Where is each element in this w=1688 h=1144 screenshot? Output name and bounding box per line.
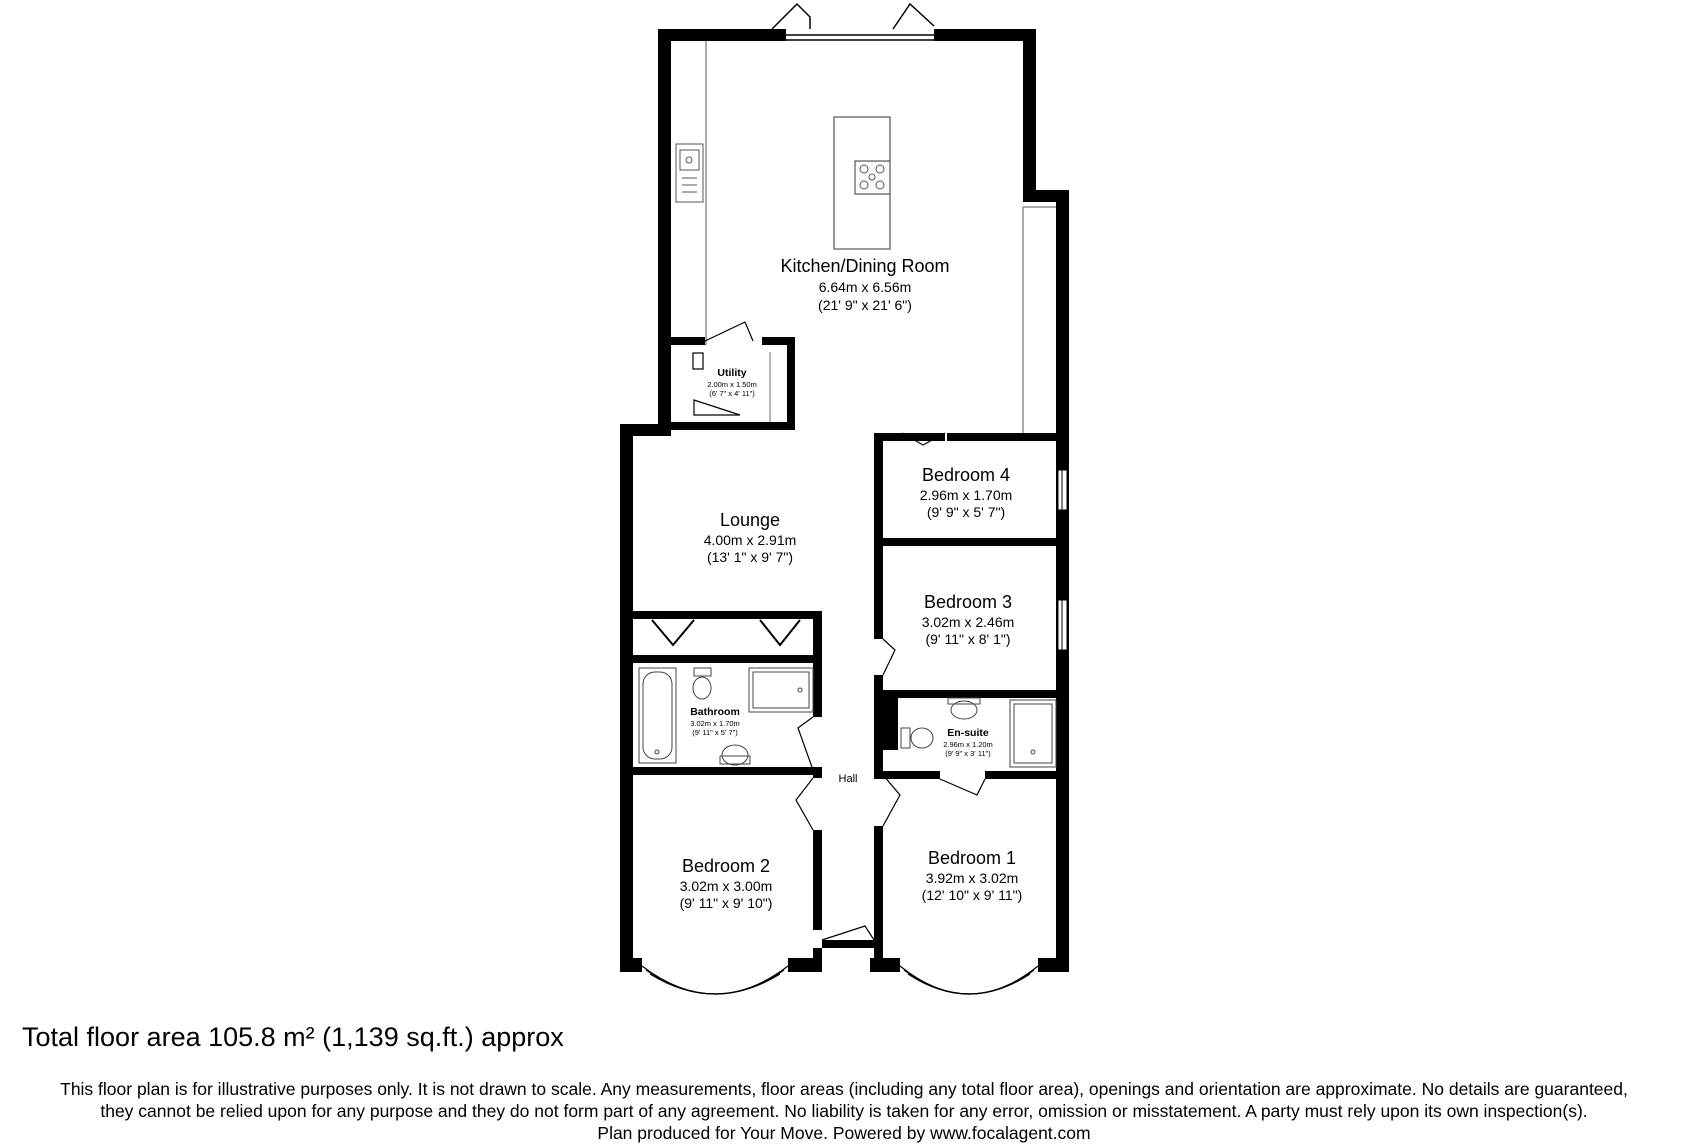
room-name-utility: Utility bbox=[717, 367, 747, 379]
room-imperial-bedroom4: (9' 9" x 5' 7") bbox=[926, 504, 1006, 520]
room-bedroom2 bbox=[680, 856, 773, 911]
room-imperial-kitchen: (21' 9" x 21' 6") bbox=[818, 297, 912, 313]
room-name-hall: Hall bbox=[838, 773, 858, 785]
room-name-bathroom: Bathroom bbox=[690, 706, 740, 718]
room-metric-bathroom: 3.02m x 1.70m bbox=[690, 719, 740, 728]
room-name-bedroom3: Bedroom 3 bbox=[923, 592, 1013, 612]
room-name-bedroom4: Bedroom 4 bbox=[921, 465, 1011, 485]
room-bedroom4 bbox=[920, 465, 1013, 520]
french-doors bbox=[772, 4, 934, 40]
wardrobe-doors bbox=[652, 620, 800, 645]
bay-windows bbox=[642, 966, 1038, 994]
room-name-ensuite: En-suite bbox=[947, 727, 989, 739]
room-name-lounge: Lounge bbox=[719, 510, 781, 530]
room-name-bedroom1: Bedroom 1 bbox=[927, 848, 1017, 868]
room-utility bbox=[707, 367, 757, 398]
room-metric-lounge: 4.00m x 2.91m bbox=[703, 532, 797, 548]
bathroom-door bbox=[798, 717, 813, 770]
room-metric-ensuite: 2.96m x 1.20m bbox=[943, 740, 993, 749]
room-imperial-utility: (6' 7" x 4' 11") bbox=[709, 389, 755, 398]
disclaimer-line-1: This floor plan is for illustrative purposes only. It is not drawn to scale. Any measurements, floor areas (including any total floor area), openings and orientation are approximate. No details are guaranteed, bbox=[60, 1079, 1628, 1099]
room-imperial-ensuite: (9' 9" x 3' 11") bbox=[945, 749, 991, 758]
room-lounge bbox=[704, 510, 797, 565]
room-metric-kitchen: 6.64m x 6.56m bbox=[818, 279, 912, 295]
room-imperial-bedroom2: (9' 11" x 9' 10") bbox=[679, 895, 773, 911]
room-metric-bedroom3: 3.02m x 2.46m bbox=[921, 614, 1015, 630]
room-ensuite bbox=[943, 727, 993, 758]
room-name-bedroom2: Bedroom 2 bbox=[681, 856, 771, 876]
room-bedroom1 bbox=[922, 848, 1023, 903]
room-metric-bedroom1: 3.92m x 3.02m bbox=[925, 870, 1019, 886]
kitchen-sink bbox=[676, 144, 703, 202]
room-hall bbox=[839, 773, 858, 785]
kitchen-fittings bbox=[706, 41, 1056, 436]
room-bathroom bbox=[690, 706, 740, 737]
disclaimer-line-2: they cannot be relied upon for any purpose and they do not form part of any agreement. No liability is taken for any error, omission or misstatement. A party must rely upon its own inspection(s). bbox=[100, 1101, 1588, 1121]
room-metric-utility: 2.00m x 1.50m bbox=[707, 380, 757, 389]
room-name-kitchen: Kitchen/Dining Room bbox=[780, 256, 950, 276]
room-imperial-bathroom: (9' 11" x 5' 7") bbox=[692, 728, 738, 737]
room-imperial-bedroom1: (12' 10" x 9' 11") bbox=[921, 887, 1023, 903]
room-imperial-lounge: (13' 1" x 9' 7") bbox=[706, 549, 794, 565]
room-metric-bedroom2: 3.02m x 3.00m bbox=[679, 878, 773, 894]
room-bedroom3 bbox=[922, 592, 1015, 647]
room-metric-bedroom4: 2.96m x 1.70m bbox=[919, 487, 1013, 503]
total-floor-area: Total floor area 105.8 m² (1,139 sq.ft.) approx bbox=[22, 1022, 564, 1052]
room-kitchen bbox=[780, 256, 949, 313]
disclaimer bbox=[0, 1078, 1688, 1144]
disclaimer-credit: Plan produced for Your Move. Powered by www.focalagent.com bbox=[597, 1123, 1091, 1143]
room-imperial-bedroom3: (9' 11" x 8' 1") bbox=[925, 631, 1011, 647]
